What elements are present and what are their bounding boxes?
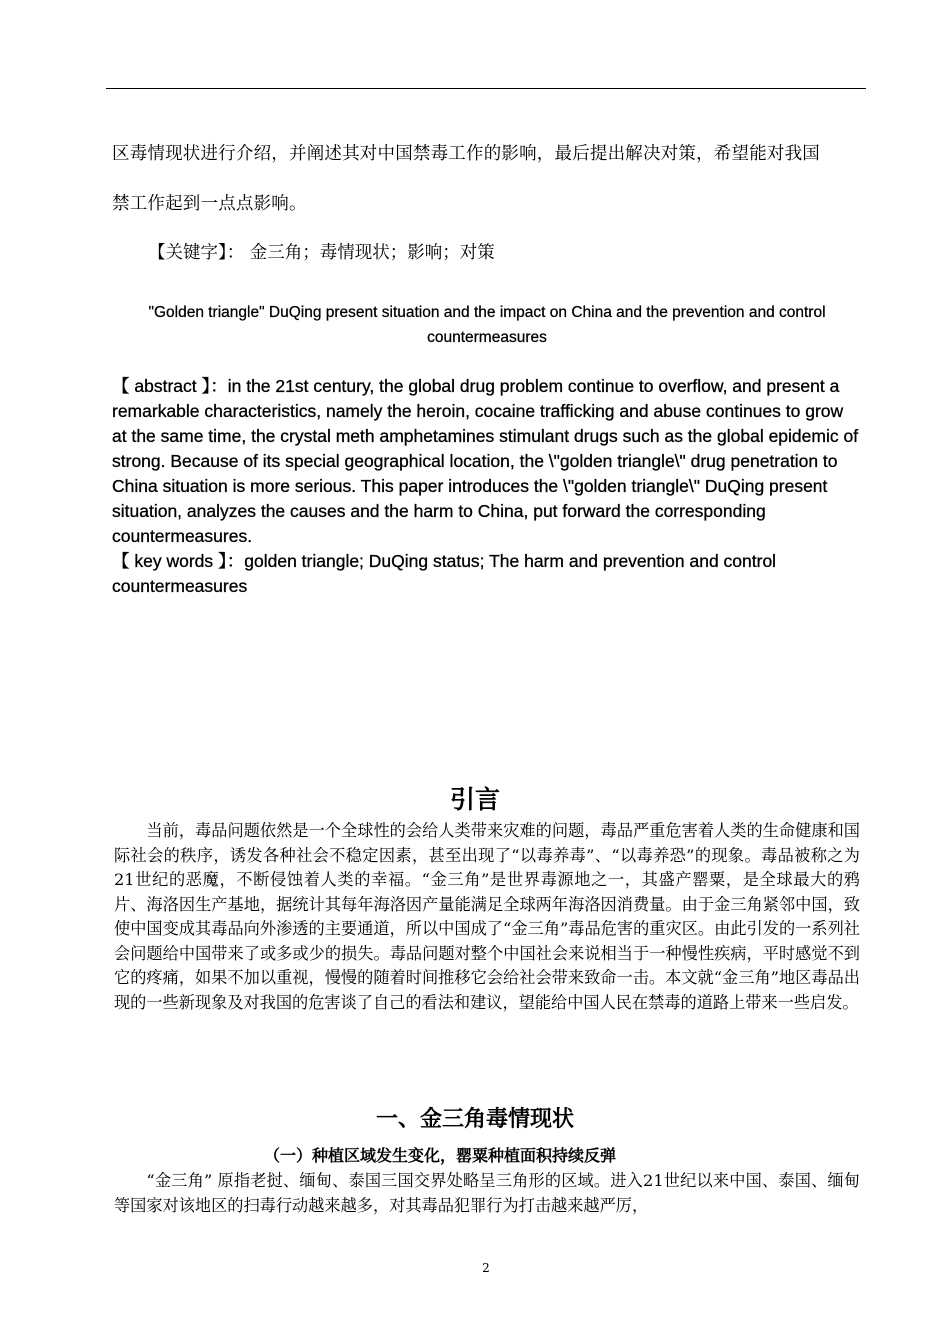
abstract-label: 【 abstract 】: [112, 376, 211, 396]
introduction-heading: 引言: [449, 785, 500, 814]
abstract-paragraph: [112, 374, 862, 549]
section-1-heading: 一、金三角毒情现状: [375, 1107, 574, 1132]
introduction-body: 当前，毒品问题依然是一个全球性的会给人类带来灾难的问题，毒品严重危害着人类的生命健康和国际社会的秩序，诱发各种社会不稳定因素，甚至出现了“以毒养毒”、“以毒养恐”的现象。毒品被称之为21世纪的恶魔，不断侵蚀着人类的幸福。“金三角”是世界毒源地之一，其盛产罂粟，是全球最大的鸦片、海洛因生产基地，据统计其每年海洛因产量能满足全球两年海洛因消费量。由于金三角紧邻中国，致使中国变成其毒品向外渗透的主要通道，所以中国成了“金三角”毒品危害的重灾区。由此引发的一系列社会问题给中国带来了或多或少的损失。毒品问题对整个中国社会来说相当于一种慢性疾病，平时感觉不到它的疼痛，如果不加以重视，慢慢的随着时间推移它会给社会带来致命一击。本文就“金三角”地区毒品出现的一些新现象及对我国的危害谈了自己的看法和建议，望能给中国人民在禁毒的道路上带来一些启发。: [114, 821, 860, 1012]
english-title: "Golden triangle" DuQing present situation and the impact on China and the prevention and control countermeasures: [148, 304, 826, 346]
english-abstract: [112, 374, 862, 599]
section-1-subheading: （一）种植区域发生变化，罂粟种植面积持续反弹: [263, 1146, 616, 1165]
header-rule: [106, 88, 866, 89]
keywords-label: 【 key words 】: [112, 551, 227, 571]
abstract-text: ：in the 21st century, the global drug problem continue to overflow, and present a remarkable characteristics, namely the heroin, cocaine trafficking and abuse continues to grow at the same time, the crystal meth amphetamines stimulant drugs such as the global epidemic of strong. Because of its special geographical location, the \"golden triangle\" drug penetration to China situation is more serious. This paper introduces the \"golden triangle\" DuQing present situation, analyzes the causes and the harm to China, put forward the corresponding countermeasures.: [112, 376, 859, 546]
keywords-cn: 【关键字】： 金三角；毒情现状；影响；对策: [148, 243, 495, 263]
keywords-paragraph: [112, 549, 862, 599]
abstract-cn-line-1: 区毒情现状进行介绍，并阐述其对中国禁毒工作的影响，最后提出解决对策，希望能对我国: [112, 144, 820, 164]
page-number: 2: [482, 1261, 490, 1275]
keywords-text: ：golden triangle; DuQing status; The harm and prevention and control countermeasures: [112, 551, 777, 596]
abstract-cn-line-2: 禁工作起到一点点影响。: [112, 194, 307, 214]
section-1-body: “金三角” 原指老挝、缅甸、泰国三国交界处略呈三角形的区域。进入21世纪以来中国、泰国、缅甸等国家对该地区的扫毒行动越来越多，对其毒品犯罪行为打击越来越严厉，: [114, 1171, 860, 1215]
